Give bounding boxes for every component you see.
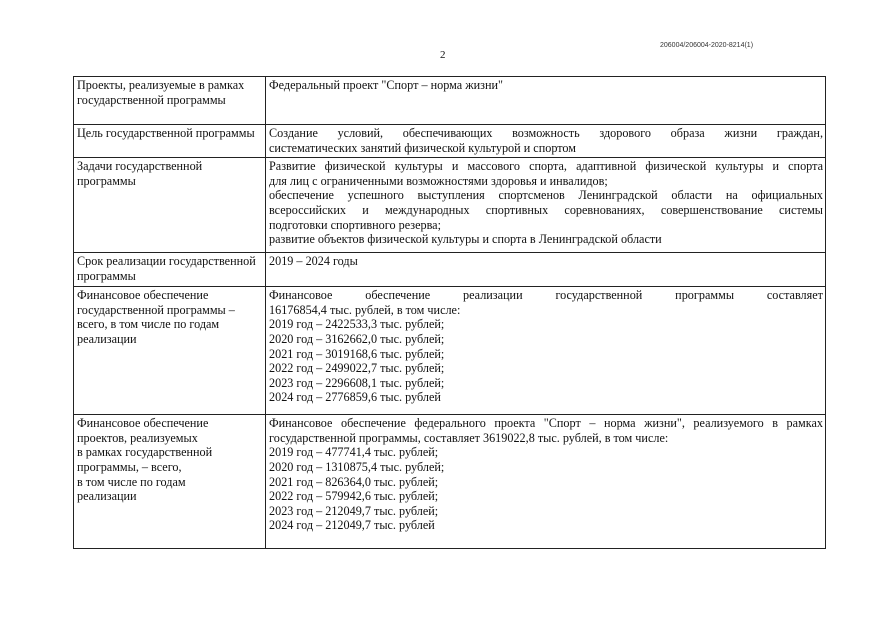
value-line: 2019 год – 2422533,3 тыс. рублей; [269,317,445,332]
row-value-project-financing [266,415,826,549]
value-line: обеспечение успешного выступления спортсменов Ленинградской области на официальных [269,188,823,203]
value-line: Создание условий, обеспечивающих возможность здорового образа жизни граждан, [269,126,823,140]
value-line: развитие объектов физической культуры и спорта в Ленинградской области [269,232,662,247]
label-line: Финансовое обеспечение [77,416,209,431]
row-value-term [266,253,826,287]
value-line: 2019 – 2024 годы [269,254,358,269]
value-line: систематических занятий физической культурой и спортом [269,140,576,155]
table-row-projects [74,77,826,125]
value-line: 2020 год – 3162662,0 тыс. рублей; [269,331,445,346]
value-line: 2024 год – 212049,7 тыс. рублей [269,518,435,533]
value-line: 2019 год – 477741,4 тыс. рублей; [269,445,439,460]
table-row-financing [74,287,826,415]
table-row-goal [74,125,826,158]
row-label-tasks: Задачи государственной программы [74,158,266,253]
row-label-projects: Проекты, реализуемые в рамках государственной программы [74,77,266,125]
label-line: в рамках государственной [77,445,213,460]
value-line: 2022 год – 579942,6 тыс. рублей; [269,489,439,504]
label-line: в том числе по годам [77,474,186,489]
value-line: Финансовое обеспечение федерального проекта "Спорт – норма жизни", реализуемого в рамках [269,416,823,431]
row-label-project-financing [74,415,266,549]
value-line: государственной программы, составляет 3619022,8 тыс. рублей, в том числе: [269,430,669,445]
value-line: 2021 год – 3019168,6 тыс. рублей; [269,346,445,361]
page-number: 2 [440,49,446,61]
value-line: подготовки спортивного резерва; [269,217,441,232]
row-value-financing [266,287,826,415]
value-line: 2024 год – 2776859,6 тыс. рублей [269,390,441,405]
value-line: для лиц с ограниченными возможностями здоровья и инвалидов; [269,173,608,188]
label-line: программы, – всего, [77,459,182,474]
document-id: 206004/206004-2020-8214(1) [660,42,754,49]
row-label-term: Срок реализации государственной программы [74,253,266,287]
table-row-term [74,253,826,287]
row-label-goal: Цель государственной программы [74,125,266,158]
value-line: 2022 год – 2499022,7 тыс. рублей; [269,361,445,376]
row-value-projects [266,77,826,125]
table-row-tasks [74,158,826,253]
value-line: Развитие физической культуры и массового спорта, адаптивной физической культуры и спорта [269,159,823,174]
value-line: 2023 год – 212049,7 тыс. рублей; [269,503,439,518]
row-value-tasks [266,158,826,253]
value-line: Финансовое обеспечение реализации государственной программы составляет [269,288,823,303]
program-passport-table [73,76,826,549]
value-line: 2020 год – 1310875,4 тыс. рублей; [269,459,445,474]
value-line: 2023 год – 2296608,1 тыс. рублей; [269,375,445,390]
table-row-project-financing [74,415,826,549]
value-line: 16176854,4 тыс. рублей, в том числе: [269,302,461,317]
row-value-goal [266,125,826,158]
value-line: 2021 год – 826364,0 тыс. рублей; [269,474,439,489]
label-line: проектов, реализуемых [77,430,198,445]
value-line: всероссийских и международных спортивных соревнованиях, совершенствование системы [269,202,823,217]
row-label-financing: Финансовое обеспечение государственной программы – всего, в том числе по годам реализации [74,287,266,415]
label-line: реализации [77,489,137,504]
value-line: Федеральный проект "Спорт – норма жизни" [269,78,503,92]
